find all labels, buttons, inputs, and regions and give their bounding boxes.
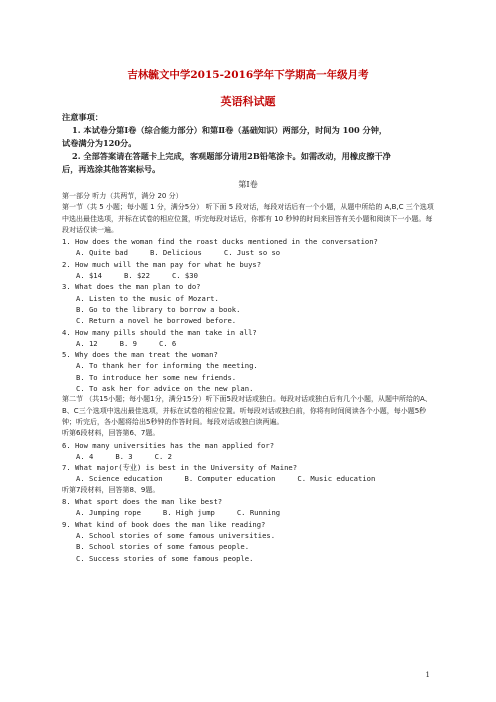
- option[interactable]: B. Computer education: [184, 474, 276, 484]
- notice-item-1-cont: 试卷满分为120分。: [62, 138, 137, 148]
- option[interactable]: A. 12: [76, 338, 98, 348]
- question-stem: 6. How many universities has the man applied for?: [62, 440, 275, 450]
- option[interactable]: B. $22: [123, 271, 150, 281]
- question-options: [62, 270, 437, 281]
- option[interactable]: B. High jump: [162, 508, 215, 518]
- option[interactable]: A. Quite bad: [76, 248, 128, 258]
- option[interactable]: C. 6: [158, 338, 177, 348]
- section-instructions: 第一节（共 5 小题；每小题 1 分，满分5分） 听下面 5 段对话，每段对话后有一个小题，从题中所给的 A,B,C 三个选项中选出最佳选项，并标在试卷的相应位置，听完每段对话后，你都有 10 秒钟的时间来回答有关小题和阅读下一小题。每段对话仅读一遍。: [62, 203, 434, 234]
- option[interactable]: A. Listen to the music of Mozart.: [76, 293, 219, 303]
- part-title: 第Ⅰ卷: [238, 179, 258, 189]
- option[interactable]: C. Just so so: [223, 248, 281, 258]
- question-options: [62, 338, 437, 349]
- option[interactable]: B. Go to the library to borrow a book.: [76, 304, 241, 314]
- notice-item-2: 2. 全部答案请在答题卡上完成，客观题部分请用2B铅笔涂卡。如需改动，用橡皮擦干净: [72, 151, 391, 161]
- option[interactable]: B. Delicious: [149, 248, 202, 258]
- question-stem: 8. What sport does the man like best?: [62, 497, 223, 507]
- question-stem: 4. How many pills should the man take in all?: [62, 327, 257, 337]
- option[interactable]: A. School stories of some famous universities.: [76, 530, 276, 540]
- option[interactable]: C. To ask her for advice on the new plan.: [76, 384, 254, 394]
- section2-instructions: 第二节 （共15小题；每小题1分，满分15分）听下面5段对话或独白。每段对话或独白后有几个小题，从题中所给的A、B、C三个选项中选出最佳选项，并标在试卷的相应位置。听每段对话或独白前，你将有时间阅读各个小题，每小题5秒钟；听完后，各小题将给出5秒钟的作答时间。每段对话或独白读两遍。: [62, 395, 432, 426]
- question-options: [62, 473, 437, 484]
- question-group-1: [62, 236, 437, 394]
- notice-heading: 注意事项：: [62, 112, 103, 122]
- question-group-3: [62, 496, 437, 564]
- question-options: [62, 247, 437, 258]
- option[interactable]: A. Science education: [76, 474, 163, 484]
- question-stem: 5. Why does the man treat the woman?: [62, 350, 218, 360]
- option[interactable]: C. $30: [171, 271, 198, 281]
- question-options: [62, 507, 437, 518]
- option[interactable]: A. To thank her for informing the meeting.: [76, 361, 258, 371]
- question-stem: 9. What kind of book does the man like reading?: [62, 519, 266, 529]
- notice-item-2-cont: 后，再选涂其他答案标号。: [62, 164, 161, 174]
- exam-body: [62, 191, 437, 564]
- question-options: [62, 451, 437, 462]
- material-note-6: 听第6段材料，回答第6、7题。: [62, 429, 160, 438]
- option[interactable]: B. 3: [115, 451, 133, 461]
- option[interactable]: C. Success stories of some famous people.: [76, 553, 254, 563]
- option[interactable]: C. 2: [154, 451, 172, 461]
- notice-block: [62, 111, 442, 176]
- page-number: 1: [425, 671, 430, 679]
- option[interactable]: A. 4: [76, 451, 94, 461]
- question-stem: 2. How much will the man pay for what he buys?: [62, 259, 262, 269]
- option[interactable]: A. $14: [76, 271, 102, 281]
- question-stem: 7. What major(专业) is best in the University of Maine?: [62, 463, 298, 473]
- option[interactable]: B. To introduce her some new friends.: [76, 372, 237, 382]
- question-stem: 3. What does the man plan to do?: [62, 282, 201, 292]
- question-group-2: [62, 440, 437, 485]
- section-heading: 第一部分 听力（共两节，满分 20 分）: [62, 192, 183, 200]
- option[interactable]: C. Return a novel he borrowed before.: [76, 316, 237, 326]
- option[interactable]: B. School stories of some famous people.: [76, 542, 250, 552]
- option[interactable]: C. Running: [236, 508, 281, 518]
- exam-title: 吉林毓文中学2015-2016学年下学期高一年级月考: [127, 69, 369, 81]
- option[interactable]: B. 9: [119, 338, 137, 348]
- question-stem: 1. How does the woman find the roast ducks mentioned in the conversation?: [62, 237, 378, 247]
- material-note-7: 听第7段材料，回答第8、9题。: [62, 485, 160, 494]
- option[interactable]: C. Music education: [297, 474, 376, 484]
- notice-item-1: 1. 本试卷分第Ⅰ卷（综合能力部分）和第Ⅱ卷（基础知识）两部分，时间为 100 分钟，: [72, 125, 388, 135]
- option[interactable]: A. Jumping rope: [76, 508, 141, 518]
- exam-subtitle: 英语科试题: [220, 95, 276, 108]
